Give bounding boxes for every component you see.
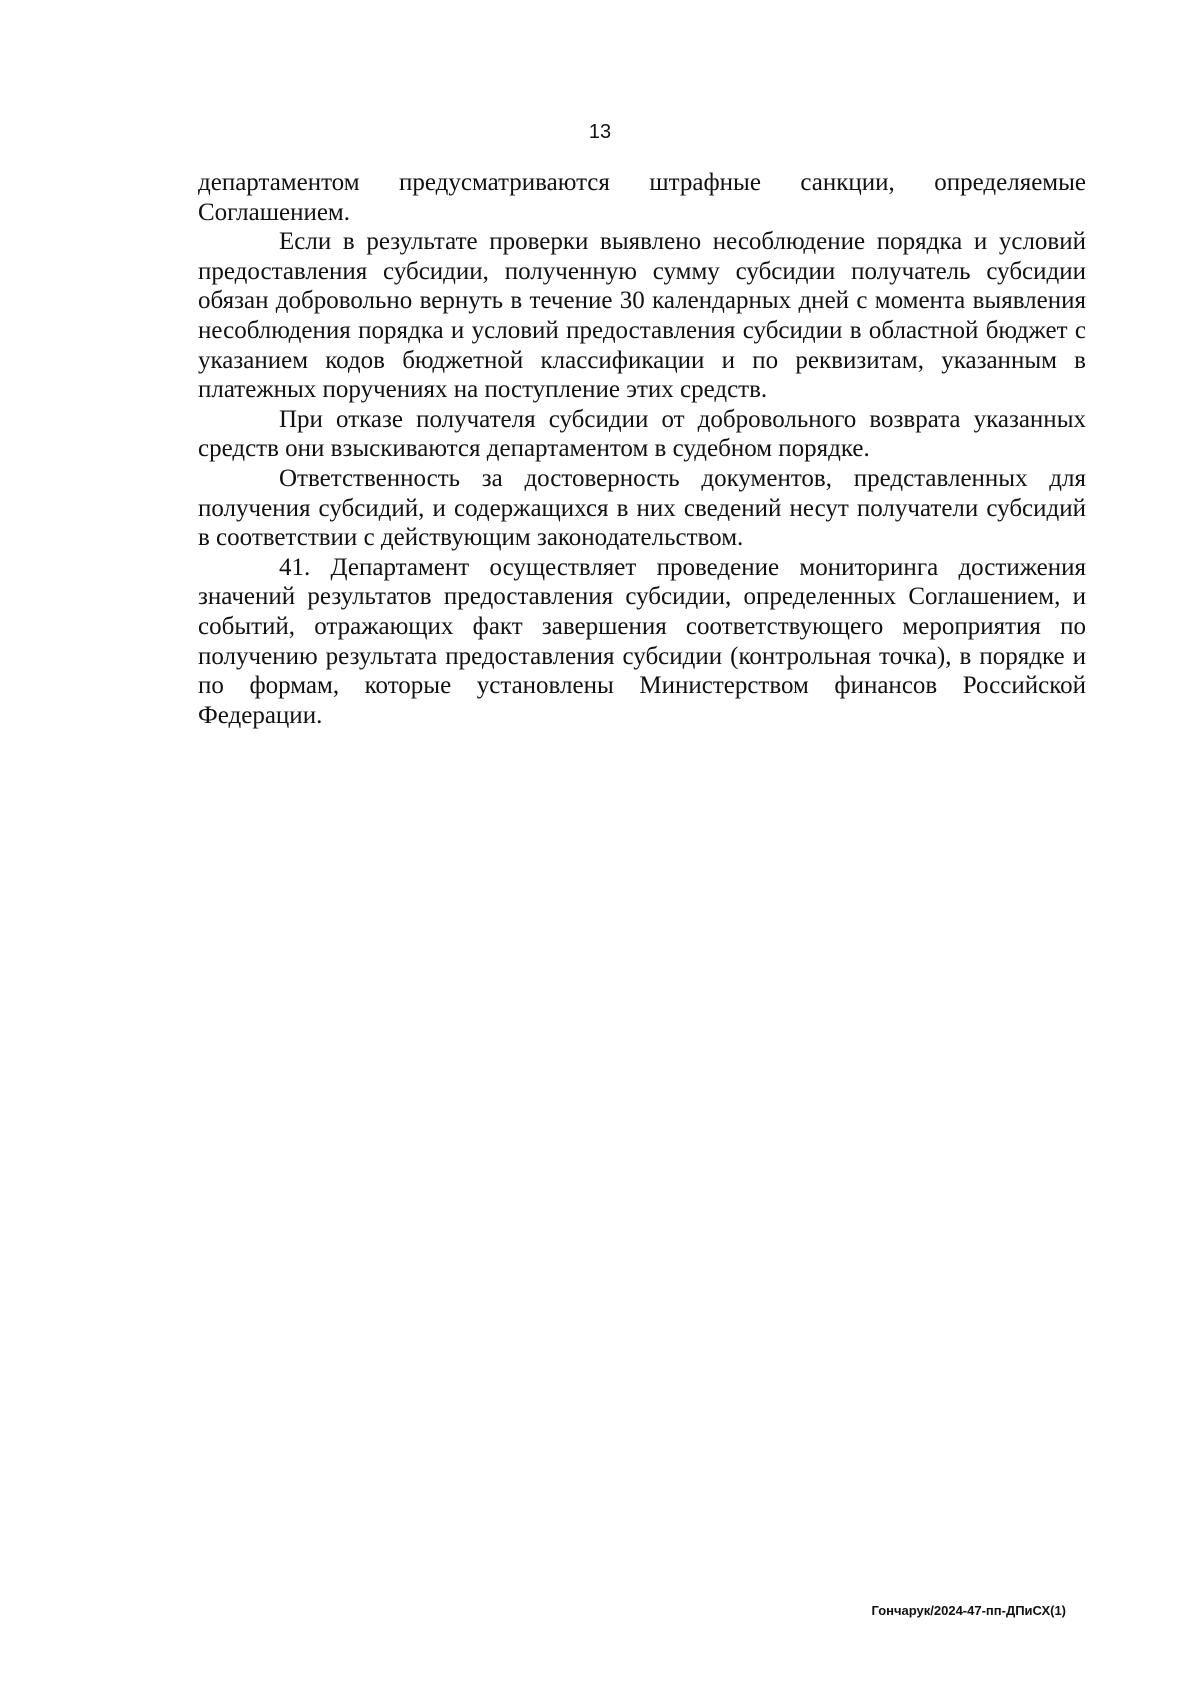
- document-body: [198, 168, 1086, 730]
- paragraph-continuation: департаментом предусматриваются штрафные санкции, определяемые Соглашением.: [198, 169, 1086, 226]
- page-number: 13: [588, 121, 612, 143]
- paragraph-court-recovery: При отказе получателя субсидии от добровольного возврата указанных средств они взыскиваются департаментом в судебном порядке.: [198, 405, 1086, 463]
- document-reference-code: Гончарук/2024-47-пп-ДПиСХ(1): [871, 1603, 1066, 1618]
- paragraph-refund-obligation: Если в результате проверки выявлено несоблюдение порядка и условий предоставления субсидии, полученную сумму субсидии получатель субсидии обязан добровольно вернуть в течение 30 календарных дней с момента выявления несоблюдения порядка и условий предоставления субсидии в областной бюджет с указанием кодов бюджетной классификации и по реквизитам, указанным в платежных поручениях на поступление этих средств.: [198, 228, 1086, 404]
- paragraph-responsibility: Ответственность за достоверность документов, представленных для получения субсидий, и содержащихся в них сведений несут получатели субсидий в соответствии с действующим законодательством.: [198, 464, 1086, 552]
- paragraph-item-41-monitoring: 41. Департамент осуществляет проведение мониторинга достижения значений результатов предоставления субсидии, определенных Соглашением, и событий, отражающих факт завершения соответствующего мероприятия по получению результата предоставления субсидии (контрольная точка), в порядке и по формам, которые установлены Министерством финансов Российской Федерации.: [198, 553, 1086, 729]
